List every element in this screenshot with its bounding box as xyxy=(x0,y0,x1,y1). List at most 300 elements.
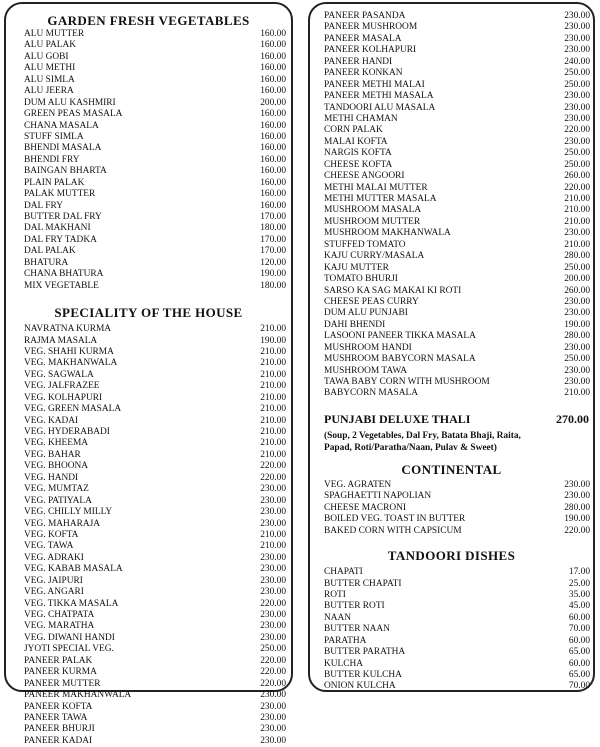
menu-item-name: BAKED CORN WITH CAPSICUM xyxy=(324,525,462,536)
menu-item xyxy=(324,297,590,308)
menu-item-name: DAHI BHENDI xyxy=(324,319,386,330)
menu-item xyxy=(324,613,590,624)
menu-item-price: 210.00 xyxy=(260,324,286,335)
menu-item-name: VEG. HYDERABADI xyxy=(24,427,110,437)
menu-item xyxy=(324,579,590,590)
menu-item xyxy=(24,507,286,518)
menu-item xyxy=(324,194,590,205)
menu-item-name: PANEER MASALA xyxy=(324,33,402,44)
menu-item-price: 230.00 xyxy=(260,518,286,529)
menu-item-name: METHI CHAMAN xyxy=(324,113,398,124)
menu-item xyxy=(24,461,286,472)
menu-item xyxy=(24,610,286,621)
menu-item-name: GREEN PEAS MASALA xyxy=(24,109,123,120)
menu-item xyxy=(24,644,286,655)
menu-item-price: 210.00 xyxy=(564,194,590,204)
menu-item-name: CHAPATI xyxy=(324,567,363,578)
menu-item-name: PANEER KONKAN xyxy=(324,68,403,79)
menu-item-price: 190.00 xyxy=(564,514,590,525)
menu-item xyxy=(24,450,286,461)
menu-item xyxy=(324,171,590,182)
menu-item xyxy=(24,702,286,713)
menu-item-price: 200.00 xyxy=(260,97,286,108)
menu-item-name: DAL MAKHANI xyxy=(24,223,91,234)
menu-item-price: 230.00 xyxy=(564,45,590,56)
menu-item-price: 240.00 xyxy=(564,56,590,67)
menu-item-price: 250.00 xyxy=(564,148,590,159)
menu-item xyxy=(24,553,286,564)
menu-item-price: 210.00 xyxy=(564,205,590,216)
menu-item-price: 230.00 xyxy=(260,690,286,701)
menu-item-price: 230.00 xyxy=(564,33,590,44)
menu-item-name: RAJMA MASALA xyxy=(24,335,98,346)
menu-item-price: 60.00 xyxy=(568,658,590,669)
menu-item-name: DAL PALAK xyxy=(24,246,76,257)
menu-item-name: ALU METHI xyxy=(24,63,76,74)
menu-item xyxy=(324,91,590,102)
menu-item-price: 210.00 xyxy=(260,427,286,437)
menu-item-name: BOILED VEG. TOAST IN BUTTER xyxy=(324,514,466,525)
menu-item xyxy=(24,519,286,530)
thali-title: PUNJABI DELUXE THALI xyxy=(324,411,471,426)
menu-item-name: PANEER KADAI xyxy=(24,735,93,746)
menu-item-price: 210.00 xyxy=(260,449,286,460)
menu-item xyxy=(324,377,590,388)
menu-item-price: 230.00 xyxy=(260,587,286,598)
menu-item-price: 230.00 xyxy=(260,724,286,735)
menu-item-name: PANEER PALAK xyxy=(24,655,93,666)
menu-item-price: 230.00 xyxy=(260,575,286,586)
menu-item-price: 220.00 xyxy=(564,182,590,193)
menu-item xyxy=(324,681,590,692)
menu-item-name: VEG. BAHAR xyxy=(24,449,81,460)
menu-item-name: ALU JEERA xyxy=(24,86,74,97)
menu-item xyxy=(24,347,286,358)
menu-item-price: 70.00 xyxy=(568,624,590,635)
menu-item xyxy=(24,258,286,269)
speciality-list xyxy=(6,324,291,747)
menu-item xyxy=(324,137,590,148)
menu-item xyxy=(24,269,286,280)
menu-item-price: 160.00 xyxy=(260,200,286,211)
menu-item-name: CHANA BHATURA xyxy=(24,269,104,280)
menu-item-name: PLAIN PALAK xyxy=(24,177,85,188)
menu-item-price: 17.00 xyxy=(568,567,590,578)
menu-item-price: 210.00 xyxy=(260,415,286,426)
menu-item-name: KAJU CURRY/MASALA xyxy=(324,251,425,262)
menu-item-name: VEG. MAHARAJA xyxy=(24,518,101,529)
menu-item-price: 210.00 xyxy=(564,216,590,227)
menu-item-price: 260.00 xyxy=(564,171,590,182)
menu-item-price: 250.00 xyxy=(564,79,590,90)
menu-item-name: PANEER TAWA xyxy=(24,712,88,723)
menu-item xyxy=(324,228,590,239)
menu-item-name: BUTTER ROTI xyxy=(324,601,385,612)
menu-item xyxy=(24,29,286,40)
menu-item-price: 210.00 xyxy=(260,404,286,415)
menu-item xyxy=(24,370,286,381)
menu-item-name: TANDOORI ALU MASALA xyxy=(324,102,436,113)
menu-item-name: VEG. SAGWALA xyxy=(24,369,94,380)
menu-item-name: PANEER HANDI xyxy=(324,56,393,67)
menu-item-price: 160.00 xyxy=(260,109,286,120)
menu-item-price: 65.00 xyxy=(568,670,590,680)
menu-item-price: 210.00 xyxy=(260,381,286,392)
menu-item-price: 230.00 xyxy=(564,342,590,353)
menu-item-name: MUSHROOM TAWA xyxy=(324,365,407,376)
menu-item xyxy=(24,576,286,587)
menu-item-name: PANEER KOFTA xyxy=(24,701,93,712)
menu-item xyxy=(324,331,590,342)
menu-item-name: NAVRATNA KURMA xyxy=(24,324,112,335)
menu-item-name: ROTI xyxy=(324,589,346,600)
menu-item xyxy=(24,63,286,74)
menu-item xyxy=(324,514,590,525)
menu-item-name: VEG. ANGARI xyxy=(24,587,84,598)
menu-item-name: CHANA MASALA xyxy=(24,120,99,131)
menu-item-price: 230.00 xyxy=(564,491,590,502)
menu-item-price: 160.00 xyxy=(260,40,286,51)
menu-item-name: BUTTER DAL FRY xyxy=(24,212,102,222)
menu-item xyxy=(324,343,590,354)
menu-item-price: 230.00 xyxy=(564,365,590,376)
menu-item xyxy=(324,659,590,670)
menu-item xyxy=(324,590,590,601)
menu-item-price: 230.00 xyxy=(564,11,590,21)
menu-item-price: 210.00 xyxy=(260,438,286,449)
menu-item-price: 230.00 xyxy=(564,113,590,124)
menu-item xyxy=(24,599,286,610)
menu-item-price: 200.00 xyxy=(564,274,590,285)
menu-item-name: PANEER METHI MALAI xyxy=(324,79,425,90)
menu-item-name: VEG. AGRATEN xyxy=(324,479,392,490)
menu-item xyxy=(324,388,590,399)
menu-item-name: CHEESE ANGOORI xyxy=(324,171,405,182)
menu-item xyxy=(324,491,590,502)
menu-item-price: 35.00 xyxy=(568,589,590,600)
menu-item xyxy=(324,57,590,68)
menu-item xyxy=(24,75,286,86)
garden-list xyxy=(6,29,291,292)
menu-item-price: 210.00 xyxy=(564,388,590,399)
menu-item-name: MALAI KOFTA xyxy=(324,136,388,147)
menu-item-price: 230.00 xyxy=(260,701,286,712)
menu-item-price: 60.00 xyxy=(568,612,590,623)
menu-item-price: 220.00 xyxy=(260,655,286,666)
menu-item-price: 190.00 xyxy=(260,269,286,280)
menu-item-price: 230.00 xyxy=(260,735,286,746)
menu-item-name: CORN PALAK xyxy=(324,125,383,136)
menu-item xyxy=(24,235,286,246)
menu-item-price: 70.00 xyxy=(568,681,590,692)
menu-item-name: MUSHROOM MASALA xyxy=(324,205,422,216)
menu-item-price: 230.00 xyxy=(260,712,286,723)
menu-item-name: BHENDI MASALA xyxy=(24,143,102,154)
menu-item xyxy=(324,205,590,216)
menu-item xyxy=(324,366,590,377)
menu-item xyxy=(24,132,286,143)
menu-item-price: 160.00 xyxy=(260,120,286,131)
menu-item xyxy=(324,103,590,114)
menu-item-price: 210.00 xyxy=(260,346,286,357)
paneer-list xyxy=(310,11,593,400)
thali-description xyxy=(310,427,593,454)
menu-item xyxy=(24,246,286,257)
menu-item xyxy=(24,473,286,484)
menu-item-name: METHI MALAI MUTTER xyxy=(324,182,428,193)
menu-item xyxy=(24,201,286,212)
continental-section-title: CONTINENTAL xyxy=(401,461,502,477)
menu-item xyxy=(24,381,286,392)
menu-item-price: 250.00 xyxy=(564,262,590,273)
menu-item xyxy=(24,223,286,234)
menu-item-name: MIX VEGETABLE xyxy=(24,280,99,291)
menu-item-price: 250.00 xyxy=(260,644,286,655)
menu-item-price: 230.00 xyxy=(260,564,286,575)
menu-item xyxy=(324,114,590,125)
menu-item xyxy=(24,690,286,701)
menu-item xyxy=(24,736,286,747)
menu-item xyxy=(324,45,590,56)
menu-item-price: 220.00 xyxy=(564,125,590,136)
menu-item xyxy=(324,354,590,365)
menu-item xyxy=(324,601,590,612)
continental-list xyxy=(310,480,593,537)
menu-item-price: 25.00 xyxy=(568,578,590,589)
menu-item-name: VEG. DIWANI HANDI xyxy=(24,632,115,643)
menu-item xyxy=(24,724,286,735)
menu-item-name: PANEER METHI MASALA xyxy=(324,91,434,102)
left-menu-panel xyxy=(4,2,293,746)
menu-item-price: 210.00 xyxy=(260,541,286,552)
menu-item xyxy=(24,541,286,552)
menu-item-name: LASOONI PANEER TIKKA MASALA xyxy=(324,331,476,342)
menu-item xyxy=(24,281,286,292)
menu-item xyxy=(324,320,590,331)
menu-item-price: 220.00 xyxy=(260,678,286,689)
menu-item-name: SPAGHAETTI NAPOLIAN xyxy=(324,491,432,502)
menu-item-name: SARSO KA SAG MAKAI KI ROTI xyxy=(324,285,462,296)
menu-item-price: 190.00 xyxy=(260,335,286,346)
tandoori-list xyxy=(310,567,593,693)
menu-item-name: BUTTER CHAPATI xyxy=(324,578,402,589)
menu-item-name: VEG. TIKKA MASALA xyxy=(24,598,119,609)
menu-item-price: 220.00 xyxy=(260,598,286,609)
menu-item-name: PANEER MUTTER xyxy=(24,678,101,689)
menu-item-name: VEG. PATIYALA xyxy=(24,495,92,506)
menu-item xyxy=(24,484,286,495)
menu-item-price: 180.00 xyxy=(260,280,286,291)
menu-item-name: ONION KULCHA xyxy=(324,681,396,692)
menu-item xyxy=(324,183,590,194)
menu-item xyxy=(24,98,286,109)
menu-item xyxy=(24,393,286,404)
menu-item xyxy=(324,567,590,578)
menu-item xyxy=(324,11,590,22)
menu-item-name: CHEESE MACRONI xyxy=(324,502,407,513)
menu-item xyxy=(24,564,286,575)
menu-item-name: PANEER PASANDA xyxy=(324,11,406,21)
menu-item-name: VEG. CHATPATA xyxy=(24,610,95,620)
menu-item-price: 260.00 xyxy=(564,285,590,296)
menu-item-price: 160.00 xyxy=(260,51,286,62)
menu-item-price: 60.00 xyxy=(568,635,590,646)
thali-desc-line: Papad, Roti/Paratha/Naan, Pulav & Sweet) xyxy=(324,442,497,453)
menu-item-price: 250.00 xyxy=(564,68,590,79)
menu-item-price: 230.00 xyxy=(260,610,286,620)
menu-item xyxy=(24,404,286,415)
menu-item xyxy=(24,143,286,154)
menu-item-price: 230.00 xyxy=(260,507,286,518)
menu-item xyxy=(24,358,286,369)
menu-item xyxy=(324,308,590,319)
menu-item-name: NARGIS KOFTA xyxy=(324,148,392,159)
menu-item xyxy=(324,148,590,159)
menu-item-price: 210.00 xyxy=(260,358,286,369)
menu-item-price: 120.00 xyxy=(260,257,286,268)
menu-item-name: BABYCORN MASALA xyxy=(324,388,419,399)
menu-item xyxy=(24,40,286,51)
menu-item-price: 220.00 xyxy=(260,472,286,483)
menu-item-name: STUFF SIMLA xyxy=(24,131,84,142)
menu-item-price: 180.00 xyxy=(260,223,286,234)
menu-item-price: 170.00 xyxy=(260,212,286,222)
menu-item xyxy=(324,636,590,647)
menu-item xyxy=(324,80,590,91)
menu-item-price: 170.00 xyxy=(260,234,286,245)
menu-item-name: NAAN xyxy=(324,612,352,623)
menu-item-price: 160.00 xyxy=(260,177,286,188)
menu-item xyxy=(24,166,286,177)
menu-item-name: STUFFED TOMATO xyxy=(324,239,406,250)
menu-item-name: MUSHROOM MAKHANWALA xyxy=(324,228,451,239)
menu-item xyxy=(24,633,286,644)
menu-item-name: VEG. BHOONA xyxy=(24,461,89,472)
menu-item xyxy=(24,679,286,690)
menu-item xyxy=(24,530,286,541)
menu-item-name: BHATURA xyxy=(24,257,69,268)
menu-item xyxy=(324,22,590,33)
menu-item-name: VEG. JAIPURI xyxy=(24,575,83,586)
menu-item xyxy=(24,121,286,132)
menu-item-price: 160.00 xyxy=(260,154,286,165)
menu-item-name: BUTTER PARATHA xyxy=(324,647,406,658)
menu-item-name: TAWA BABY CORN WITH MUSHROOM xyxy=(324,377,490,387)
menu-item-price: 230.00 xyxy=(260,484,286,495)
menu-item-name: DAL FRY xyxy=(24,200,63,211)
menu-item-price: 160.00 xyxy=(260,86,286,97)
menu-item-price: 280.00 xyxy=(564,331,590,342)
menu-item-name: DUM ALU KASHMIRI xyxy=(24,97,116,108)
menu-item-price: 170.00 xyxy=(260,246,286,257)
menu-item-price: 230.00 xyxy=(564,91,590,102)
menu-item xyxy=(24,189,286,200)
menu-item-price: 230.00 xyxy=(260,495,286,506)
menu-item-price: 230.00 xyxy=(564,22,590,33)
menu-item-price: 65.00 xyxy=(568,647,590,658)
menu-item-name: VEG. ADRAKI xyxy=(24,552,84,563)
menu-item-price: 210.00 xyxy=(260,392,286,403)
menu-item xyxy=(24,178,286,189)
menu-item-price: 210.00 xyxy=(260,369,286,380)
menu-item-name: PARATHA xyxy=(324,635,367,646)
menu-item xyxy=(24,109,286,120)
menu-item-price: 230.00 xyxy=(564,377,590,387)
menu-item xyxy=(24,713,286,724)
menu-item-name: MUSHROOM BABYCORN MASALA xyxy=(324,354,476,365)
menu-item-name: BAINGAN BHARTA xyxy=(24,166,107,177)
menu-item-price: 160.00 xyxy=(260,74,286,85)
tandoori-section-title: TANDOORI DISHES xyxy=(387,548,516,564)
menu-item-name: BUTTER KULCHA xyxy=(324,670,402,680)
menu-item-price: 220.00 xyxy=(564,525,590,536)
menu-item xyxy=(324,160,590,171)
menu-item xyxy=(24,656,286,667)
menu-item xyxy=(24,438,286,449)
menu-item xyxy=(324,647,590,658)
menu-item-price: 160.00 xyxy=(260,29,286,39)
menu-item-price: 230.00 xyxy=(564,102,590,113)
menu-item-name: PALAK MUTTER xyxy=(24,189,96,200)
menu-item xyxy=(324,526,590,537)
menu-item-name: DAL FRY TADKA xyxy=(24,234,97,245)
menu-item-name: VEG. KOFTA xyxy=(24,529,79,540)
menu-item xyxy=(324,503,590,514)
menu-item xyxy=(24,324,286,335)
menu-item-price: 230.00 xyxy=(564,136,590,147)
menu-item-price: 160.00 xyxy=(260,189,286,200)
menu-item-name: VEG. GREEN MASALA xyxy=(24,404,122,415)
menu-item-name: VEG. KOLHAPURI xyxy=(24,392,103,403)
menu-item xyxy=(24,416,286,427)
menu-item xyxy=(24,621,286,632)
menu-item-price: 280.00 xyxy=(564,502,590,513)
garden-section-title: GARDEN FRESH VEGETABLES xyxy=(47,13,250,28)
menu-item-price: 160.00 xyxy=(260,166,286,177)
menu-item-name: ALU GOBI xyxy=(24,51,69,62)
menu-item-name: BUTTER NAAN xyxy=(324,624,390,635)
menu-item-price: 230.00 xyxy=(564,296,590,307)
menu-item-name: VEG. SHAHI KURMA xyxy=(24,346,114,357)
menu-item-name: MUSHROOM MUTTER xyxy=(324,216,421,227)
menu-item xyxy=(324,251,590,262)
menu-item xyxy=(324,286,590,297)
menu-item-name: JYOTI SPECIAL VEG. xyxy=(24,644,114,655)
menu-item-price: 230.00 xyxy=(260,632,286,643)
menu-item-price: 250.00 xyxy=(564,159,590,170)
menu-item xyxy=(324,670,590,681)
menu-item-name: VEG. CHILLY MILLY xyxy=(24,507,113,518)
menu-item-name: VEG. HANDI xyxy=(24,472,79,483)
menu-item-name: PANEER KURMA xyxy=(24,667,97,678)
menu-item-price: 280.00 xyxy=(564,251,590,262)
menu-item-price: 230.00 xyxy=(564,479,590,490)
menu-item-name: KAJU MUTTER xyxy=(324,262,389,273)
menu-item xyxy=(324,68,590,79)
menu-item-name: CHEESE KOFTA xyxy=(324,159,393,170)
menu-item xyxy=(24,212,286,223)
menu-item xyxy=(24,155,286,166)
menu-item-price: 230.00 xyxy=(564,308,590,319)
menu-item-price: 230.00 xyxy=(564,228,590,239)
menu-item xyxy=(24,427,286,438)
menu-item xyxy=(324,240,590,251)
menu-item-name: DUM ALU PUNJABI xyxy=(324,308,408,319)
menu-item-name: PANEER MUSHROOM xyxy=(324,22,418,33)
menu-item xyxy=(24,336,286,347)
thali-desc-line: (Soup, 2 Vegetables, Dal Fry, Batata Bhaji, Raita, xyxy=(324,430,521,441)
menu-item-price: 160.00 xyxy=(260,63,286,74)
